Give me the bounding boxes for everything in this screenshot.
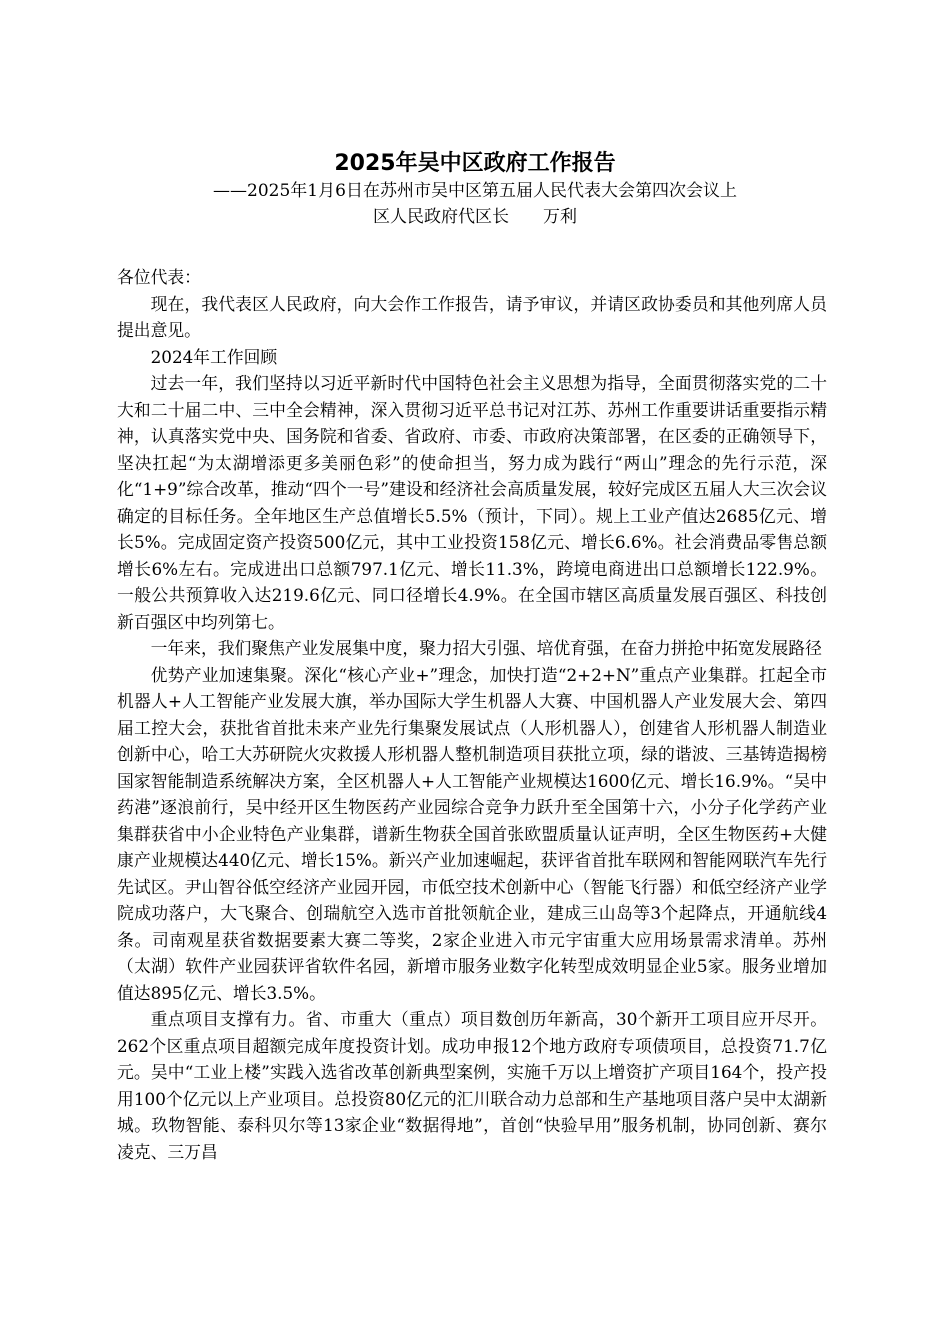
salutation: 各位代表：: [117, 267, 201, 287]
document-subtitle-line-1: ——2025年1月6日在苏州市吴中区第五届人民代表大会第四次会议上: [213, 181, 737, 201]
body-paragraph: 过去一年，我们坚持以习近平新时代中国特色社会主义思想为指导，全面贯彻落实党的二十大和二十届二中、三中全会精神，深入贯彻习近平总书记对江苏、苏州工作重要讲话重要指示精神，认真落实党中央、国务院和省委、省政府、市委、市政府决策部署，在区委的正确领导下，坚决扛起“为太湖增添更多美丽色彩”的使命担当，努力成为践行“两山”理念的先行示范，深化“1+9”综合改革，推动“四个一号”建设和经济社会高质量发展，较好完成区五届人大三次会议确定的目标任务。全年地区生产总值增长5.5%（预计，下同）。规上工业产值达2685亿元、增长5%。完成固定资产投资500亿元，其中工业投资158亿元、增长6.6%。社会消费品零售总额增长6%左右。完成进出口总额797.1亿元、增长11.3%，跨境电商进出口总额增长122.9%。一般公共预算收入达219.6亿元、同口径增长4.9%。在全国市辖区高质量发展百强区、科技创新百强区中均列第七。: [117, 373, 827, 632]
document-title: 2025年吴中区政府工作报告: [334, 151, 616, 176]
document-header: [0, 150, 950, 230]
subsection-heading: 一年来，我们聚焦产业发展集中度，聚力招大引强、培优育强，在奋力拼抢中拓宽发展路径: [150, 638, 822, 658]
body-paragraph: 现在，我代表区人民政府，向大会作工作报告，请予审议，并请区政协委员和其他列席人员提出意见。: [117, 293, 827, 340]
section-heading: 2024年工作回顾: [150, 346, 278, 367]
body-paragraph: 优势产业加速集聚。深化“核心产业+”理念，加快打造“2+2+N”重点产业集群。扛起全市机器人+人工智能产业发展大旗，举办国际大学生机器人大赛、中国机器人产业发展大会、第四届工控大会，获批省首批未来产业先行集聚发展试点（人形机器人），创建省人形机器人制造业创新中心，哈工大苏研院火灾救援人形机器人整机制造项目获批立项，绿的谐波、三基铸造揭榜国家智能制造系统解决方案，全区机器人+人工智能产业规模达1600亿元、增长16.9%。“吴中药港”逐浪前行，吴中经开区生物医药产业园综合竞争力跃升至全国第十六，小分子化学药产业集群获省中小企业特色产业集群，谱新生物获全国首张欧盟质量认证声明，全区生物医药+大健康产业规模达440亿元、增长15%。新兴产业加速崛起，获评省首批车联网和智能网联汽车先行先试区。尹山智谷低空经济产业园开园，市低空技术创新中心（智能飞行器）和低空经济产业学院成功落户，大飞聚合、创瑞航空入选市首批领航企业，建成三山岛等3个起降点，开通航线4条。司南观星获省数据要素大赛二等奖，2家企业进入市元宇宙重大应用场景需求清单。苏州（太湖）软件产业园获评省软件名园，新增市服务业数字化转型成效明显企业5家。服务业增加值达895亿元、增长3.5%。: [117, 664, 827, 1003]
document-body: [117, 264, 827, 1165]
body-paragraph: 重点项目支撑有力。省、市重大（重点）项目数创历年新高，30个新开工项目应开尽开。262个区重点项目超额完成年度投资计划。成功申报12个地方政府专项债项目，总投资71.7亿元。吴中“工业上楼”实践入选省改革创新典型案例，实施千万以上增资扩产项目164个，投产投用100个亿元以上产业项目。总投资80亿元的汇川联合动力总部和生产基地项目落户吴中太湖新城。玖物智能、泰科贝尔等13家企业“数据得地”，首创“快验早用”服务机制，协同创新、赛尔凌克、三万昌: [117, 1009, 827, 1162]
document-subtitle-line-2: 区人民政府代区长 万利: [373, 207, 577, 227]
